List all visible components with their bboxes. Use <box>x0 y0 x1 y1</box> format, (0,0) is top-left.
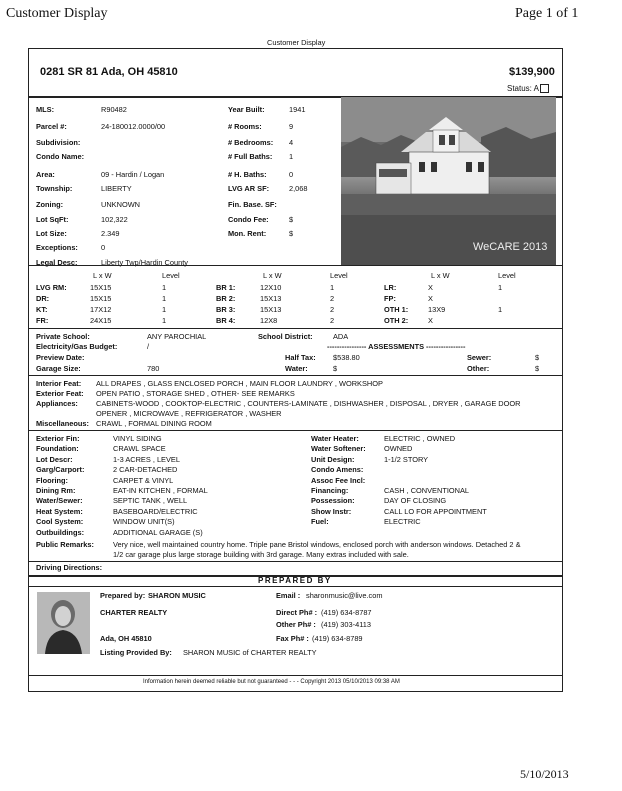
rooms-divider <box>29 328 562 329</box>
rooms-header-level: Level <box>330 271 348 280</box>
room-level: 1 <box>162 305 167 314</box>
garage-size-label: Garage Size: <box>36 364 81 373</box>
feature-label: Garg/Carport: <box>36 465 85 475</box>
room-dimensions: 15X15 <box>90 283 112 292</box>
detail-value: 2.349 <box>101 229 120 238</box>
feature-value: CRAWL SPACE <box>113 444 166 454</box>
feature-label: Heat System: <box>36 506 83 516</box>
feature-value: OWNED <box>384 444 413 454</box>
remarks-divider <box>29 561 562 562</box>
detail-label: MLS: <box>36 105 55 114</box>
room-dimensions: 12X10 <box>260 283 282 292</box>
sewer-label: Sewer: <box>467 353 492 362</box>
status-checkbox[interactable] <box>540 84 549 93</box>
detail-value: $ <box>289 229 294 238</box>
feature-label: Unit Design: <box>311 454 355 464</box>
rooms-header-lxw: L x W <box>263 271 282 280</box>
detail-label: Township: <box>36 184 73 193</box>
detail-value: 09 - Hardin / Logan <box>101 170 165 179</box>
feature-label: Fuel: <box>311 517 329 527</box>
room-name: LR: <box>384 283 397 292</box>
email-value[interactable]: sharonmusic@live.com <box>306 591 383 600</box>
garage-size-value: 780 <box>147 364 160 373</box>
detail-label: Zoning: <box>36 200 64 209</box>
room-dimensions: 12X8 <box>260 316 278 325</box>
water-label: Water: <box>285 364 308 373</box>
detail-label: Mon. Rent: <box>228 229 267 238</box>
detail-value: 2,068 <box>289 184 308 193</box>
room-name: LVG RM: <box>36 283 67 292</box>
detail-value: 4 <box>289 138 294 147</box>
listing-address: 0281 SR 81 Ada, OH 45810 <box>40 66 178 78</box>
detail-value: $ <box>289 215 294 224</box>
rooms-header-lxw: L x W <box>431 271 450 280</box>
detail-label: # Bedrooms: <box>228 138 274 147</box>
feature-label: Possession: <box>311 496 355 506</box>
room-dimensions: X <box>428 283 433 292</box>
appliances-value: CABINETS-WOOD , COOKTOP-ELECTRIC , COUNTERS-LAMINATE , DISHWASHER , DISPOSAL , DRYER , GARAGE DOOR <box>96 399 521 408</box>
detail-label: Condo Fee: <box>228 215 269 224</box>
elec-gas-label: Electricity/Gas Budget: <box>36 342 118 351</box>
room-name: BR 4: <box>216 316 236 325</box>
disclaimer-divider <box>29 675 562 676</box>
rooms-header-level: Level <box>162 271 180 280</box>
interior-feat-label: Interior Feat: <box>36 379 82 388</box>
feature-value: CALL LO FOR APPOINTMENT <box>384 506 487 516</box>
agent-city: Ada, OH 45810 <box>100 634 152 643</box>
detail-label: LVG AR SF: <box>228 184 270 193</box>
detail-label: Parcel #: <box>36 122 67 131</box>
feature-value: 1-3 ACRES , LEVEL <box>113 454 180 464</box>
room-name: DR: <box>36 294 50 303</box>
private-school-value: ANY PAROCHIAL <box>147 332 207 341</box>
feature-value: CARPET & VINYL <box>113 475 174 485</box>
room-level: 1 <box>498 283 503 292</box>
room-dimensions: 24X15 <box>90 316 112 325</box>
status-label: Status: A <box>507 84 540 93</box>
room-dimensions: X <box>428 294 433 303</box>
assess-divider <box>29 375 562 376</box>
feature-label: Exterior Fin: <box>36 434 80 443</box>
agent-photo <box>37 592 90 654</box>
feature-label: Cool System: <box>36 517 84 527</box>
detail-value: R90482 <box>101 105 127 114</box>
detail-value: 1941 <box>289 105 306 114</box>
remarks-line1: Very nice, well maintained country home. Triple pane Bristol windows, enclosed porch with anderson windows. Detached 2 & <box>113 540 521 549</box>
detail-label: Lot SqFt: <box>36 215 69 224</box>
feature-value: 1-1/2 STORY <box>384 454 429 464</box>
detail-value: 1 <box>289 152 294 161</box>
feature-value: VINYL SIDING <box>113 434 162 443</box>
room-level: 1 <box>162 283 167 292</box>
room-level: 2 <box>330 294 335 303</box>
feature-value: WINDOW UNIT(S) <box>113 517 175 527</box>
room-name: KT: <box>36 305 48 314</box>
other-phone-label: Other Ph# : <box>276 620 316 629</box>
school-district-label: School District: <box>258 332 313 341</box>
room-dimensions: X <box>428 316 433 325</box>
agent-portrait <box>37 592 90 654</box>
detail-value: UNKNOWN <box>101 200 141 209</box>
school-district-value: ADA <box>333 332 349 341</box>
room-name: OTH 2: <box>384 316 409 325</box>
room-name: FR: <box>36 316 49 325</box>
page-number: Page 1 of 1 <box>515 6 579 21</box>
feature-label: Water/Sewer: <box>36 496 83 506</box>
house-image <box>341 97 556 265</box>
half-tax-label: Half Tax: <box>285 353 316 362</box>
detail-label: # Full Baths: <box>228 152 273 161</box>
feature-value: 2 CAR-DETACHED <box>113 465 178 475</box>
detail-value: 0 <box>101 243 106 252</box>
detail-value: 102,322 <box>101 215 128 224</box>
detail-label: Subdivision: <box>36 138 81 147</box>
detail-label: Condo Name: <box>36 152 85 161</box>
feature-label: Foundation: <box>36 444 79 454</box>
feature-value: SEPTIC TANK , WELL <box>113 496 188 506</box>
detail-label: Lot Size: <box>36 229 67 238</box>
photo-watermark: WeCARE 2013 <box>473 241 548 253</box>
listing-by-label: Listing Provided By: <box>100 648 172 657</box>
prepared-divider <box>29 586 562 587</box>
room-level: 2 <box>330 316 335 325</box>
email-label: Email : <box>276 591 301 600</box>
misc-label: Miscellaneous: <box>36 419 89 428</box>
other-phone-value: (419) 303-4113 <box>321 620 371 629</box>
exterior-feat-label: Exterior Feat: <box>36 389 84 398</box>
driving-label: Driving Directions: <box>36 563 103 572</box>
fax-label: Fax Ph# : <box>276 634 309 643</box>
feature-label: Condo Amens: <box>311 465 364 475</box>
detail-value: 24-180012.0000/00 <box>101 122 166 131</box>
room-dimensions: 17X12 <box>90 305 112 314</box>
agent-company: CHARTER REALTY <box>100 608 168 617</box>
detail-label: Exceptions: <box>36 243 78 252</box>
feature-label: Outbuildings: <box>36 527 85 537</box>
room-level: 1 <box>162 294 167 303</box>
sewer-value: $ <box>535 353 540 362</box>
detail-value: 0 <box>289 170 294 179</box>
feature-value: ELECTRIC , OWNED <box>384 434 456 443</box>
other-value: $ <box>535 364 540 373</box>
prepared-by-label: Prepared by: <box>100 591 146 600</box>
disclaimer: Information herein deemed reliable but not guaranteed - - - Copyright 2013 05/10/2013 09:38 AM <box>143 679 400 685</box>
room-level: 1 <box>330 283 335 292</box>
preview-date-label: Preview Date: <box>36 353 85 362</box>
half-tax-value: $538.80 <box>333 353 360 362</box>
room-dimensions: 15X15 <box>90 294 112 303</box>
feature-label: Assoc Fee Incl: <box>311 475 366 485</box>
room-name: FP: <box>384 294 396 303</box>
detail-label: # Rooms: <box>228 122 262 131</box>
water-value: $ <box>333 364 338 373</box>
feature-value: BASEBOARD/ELECTRIC <box>113 506 198 516</box>
listing-by-value: SHARON MUSIC of CHARTER REALTY <box>183 648 317 657</box>
misc-value: CRAWL , FORMAL DINING ROOM <box>96 419 212 428</box>
room-level: 1 <box>498 305 503 314</box>
room-dimensions: 13X9 <box>428 305 446 314</box>
rooms-header-level: Level <box>498 271 516 280</box>
print-header-title: Customer Display <box>6 6 108 21</box>
sub-title: Customer Display <box>267 38 326 47</box>
feature-label: Water Heater: <box>311 434 359 443</box>
status-field <box>507 84 549 93</box>
private-school-label: Private School: <box>36 332 90 341</box>
room-dimensions: 15X13 <box>260 305 282 314</box>
detail-value: Liberty Twp/Hardin County <box>101 258 188 267</box>
room-level: 2 <box>330 305 335 314</box>
room-level: 1 <box>162 316 167 325</box>
remarks-line2: 1/2 car garage plus large storage building with 3rd garage. Many extras included with sale. <box>113 550 409 559</box>
assessments-header: ---------------- ASSESSMENTS ---------------- <box>327 342 466 351</box>
detail-label: Area: <box>36 170 55 179</box>
detail-label: Year Built: <box>228 105 265 114</box>
listing-price: $139,900 <box>509 66 555 78</box>
feature-label: Lot Descr: <box>36 454 73 464</box>
feature-value: ELECTRIC <box>384 517 421 527</box>
direct-phone-value: (419) 634-8787 <box>321 608 372 617</box>
appliances-label: Appliances: <box>36 399 78 408</box>
detail-label: # H. Baths: <box>228 170 267 179</box>
feature-value: CASH , CONVENTIONAL <box>384 486 470 495</box>
direct-phone-label: Direct Ph# : <box>276 608 318 617</box>
feature-value: ADDITIONAL GARAGE (S) <box>113 527 203 537</box>
feature-value: EAT-IN KITCHEN , FORMAL <box>113 486 208 495</box>
print-date: 5/10/2013 <box>520 767 569 781</box>
features-divider <box>29 430 562 431</box>
room-name: OTH 1: <box>384 305 409 314</box>
room-name: BR 3: <box>216 305 236 314</box>
feature-label: Water Softener: <box>311 444 366 454</box>
room-name: BR 2: <box>216 294 236 303</box>
detail-value: 9 <box>289 122 294 131</box>
prepared-by-header: PREPARED BY <box>258 576 332 585</box>
detail-label: Legal Desc: <box>36 258 78 267</box>
room-dimensions: 15X13 <box>260 294 282 303</box>
feature-label: Show Instr: <box>311 506 352 516</box>
remarks-label: Public Remarks: <box>36 540 94 549</box>
elec-gas-value: / <box>147 342 150 351</box>
prepared-by-name: SHARON MUSIC <box>148 591 206 600</box>
details-divider <box>29 265 562 266</box>
appliances-value-cont: OPENER , MICROWAVE , REFRIGERATOR , WASHER <box>96 409 282 418</box>
detail-value: LIBERTY <box>101 184 132 193</box>
feature-label: Flooring: <box>36 475 69 485</box>
other-label: Other: <box>467 364 490 373</box>
fax-value: (419) 634-8789 <box>312 634 363 643</box>
feature-label: Financing: <box>311 486 349 495</box>
feature-value: DAY OF CLOSING <box>384 496 447 506</box>
property-photo <box>341 97 556 265</box>
detail-label: Fin. Base. SF: <box>228 200 277 209</box>
rooms-header-lxw: L x W <box>93 271 112 280</box>
exterior-feat-value: OPEN PATIO , STORAGE SHED , OTHER- SEE REMARKS <box>96 389 295 398</box>
interior-feat-value: ALL DRAPES , GLASS ENCLOSED PORCH , MAIN FLOOR LAUNDRY , WORKSHOP <box>96 379 383 388</box>
feature-label: Dining Rm: <box>36 486 76 495</box>
room-name: BR 1: <box>216 283 236 292</box>
